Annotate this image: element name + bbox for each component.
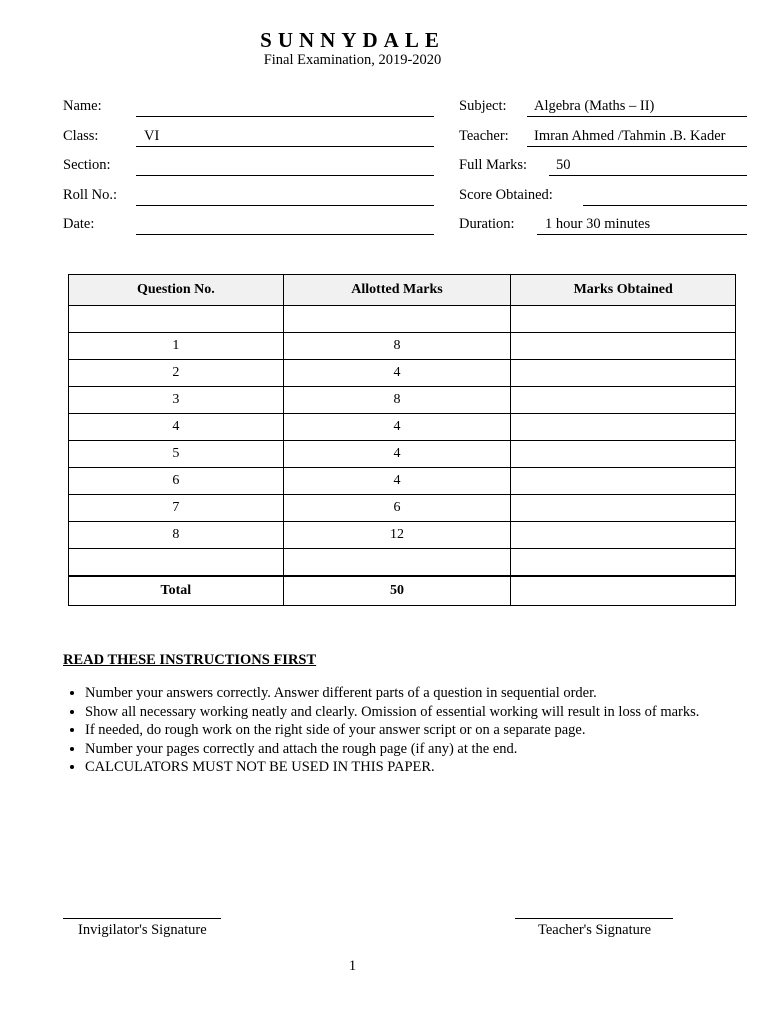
section-label: Section: (63, 157, 111, 173)
question-cell (69, 549, 284, 577)
table-row (69, 495, 736, 522)
full-marks-label: Full Marks: (459, 157, 528, 173)
duration-label: Duration: (459, 216, 515, 232)
header-question-no: Question No. (69, 275, 284, 306)
question-cell (69, 306, 284, 333)
subject-label: Subject: (459, 98, 507, 114)
name-field[interactable] (136, 116, 434, 117)
invigilator-signature-label: Invigilator's Signature (78, 922, 207, 938)
instruction-item: • Number your pages correctly and attach the rough page (if any) at the end. (85, 740, 725, 759)
table-row (69, 414, 736, 441)
total-label: Total (69, 576, 284, 606)
total-allotted: 50 (283, 576, 511, 606)
table-row (69, 306, 736, 333)
obtained-cell[interactable] (511, 522, 736, 549)
question-cell: 6 (69, 468, 284, 495)
question-cell: 5 (69, 441, 284, 468)
page-number: 1 (348, 958, 357, 974)
table-row (69, 387, 736, 414)
allotted-cell: 4 (283, 468, 511, 495)
total-obtained[interactable] (511, 576, 736, 606)
question-cell: 7 (69, 495, 284, 522)
duration-value: 1 hour 30 minutes (545, 216, 651, 232)
duration-field[interactable] (537, 234, 747, 235)
allotted-cell: 4 (283, 441, 511, 468)
allotted-cell: 4 (283, 360, 511, 387)
total-row (69, 576, 736, 606)
table-row (69, 468, 736, 495)
question-cell: 8 (69, 522, 284, 549)
teacher-label: Teacher: (459, 128, 509, 144)
allotted-cell (283, 549, 511, 577)
instruction-item: • If needed, do rough work on the right side of your answer script or on a separate page. (85, 721, 725, 740)
allotted-cell: 4 (283, 414, 511, 441)
exam-title: Final Examination, 2019-2020 (263, 52, 442, 68)
obtained-cell[interactable] (511, 549, 736, 577)
full-marks-value: 50 (556, 157, 571, 173)
table-row (69, 441, 736, 468)
teacher-signature-line[interactable] (515, 918, 673, 919)
teacher-field[interactable] (527, 146, 747, 147)
instruction-item: • Show all necessary working neatly and clearly. Omission of essential working will result in loss of marks. (85, 703, 725, 722)
question-cell: 1 (69, 333, 284, 360)
header-allotted-marks: Allotted Marks (283, 275, 511, 306)
table-row (69, 549, 736, 577)
allotted-cell: 6 (283, 495, 511, 522)
obtained-cell[interactable] (511, 333, 736, 360)
allotted-cell: 12 (283, 522, 511, 549)
allotted-cell (283, 306, 511, 333)
school-name: SUNNYDALE (260, 28, 445, 52)
marks-table (68, 274, 736, 606)
section-field[interactable] (136, 175, 434, 176)
instruction-item: • Number your answers correctly. Answer different parts of a question in sequential order. (85, 684, 725, 703)
score-field[interactable] (583, 205, 747, 206)
date-label: Date: (63, 216, 95, 232)
class-value: VI (144, 128, 160, 144)
subject-value: Algebra (Maths – II) (534, 98, 655, 114)
date-field[interactable] (136, 234, 434, 235)
table-row (69, 522, 736, 549)
allotted-cell: 8 (283, 387, 511, 414)
teacher-signature-label: Teacher's Signature (538, 922, 652, 938)
instructions-title: READ THESE INSTRUCTIONS FIRST (63, 652, 317, 668)
obtained-cell[interactable] (511, 414, 736, 441)
roll-label: Roll No.: (63, 187, 117, 203)
subject-field[interactable] (527, 116, 747, 117)
name-label: Name: (63, 98, 102, 114)
table-header-row (69, 275, 736, 306)
class-label: Class: (63, 128, 99, 144)
obtained-cell[interactable] (511, 495, 736, 522)
class-field[interactable] (136, 146, 434, 147)
header-marks-obtained: Marks Obtained (511, 275, 736, 306)
instruction-item: • CALCULATORS MUST NOT BE USED IN THIS PAPER. (85, 758, 725, 777)
roll-field[interactable] (136, 205, 434, 206)
question-cell: 2 (69, 360, 284, 387)
obtained-cell[interactable] (511, 360, 736, 387)
obtained-cell[interactable] (511, 441, 736, 468)
obtained-cell[interactable] (511, 468, 736, 495)
allotted-cell: 8 (283, 333, 511, 360)
instructions-list (63, 684, 725, 777)
invigilator-signature-line[interactable] (63, 918, 221, 919)
teacher-value: Imran Ahmed /Tahmin .B. Kader (534, 128, 726, 144)
obtained-cell[interactable] (511, 306, 736, 333)
full-marks-field[interactable] (549, 175, 747, 176)
obtained-cell[interactable] (511, 387, 736, 414)
score-label: Score Obtained: (459, 187, 553, 203)
question-cell: 3 (69, 387, 284, 414)
question-cell: 4 (69, 414, 284, 441)
table-row (69, 360, 736, 387)
table-row (69, 333, 736, 360)
